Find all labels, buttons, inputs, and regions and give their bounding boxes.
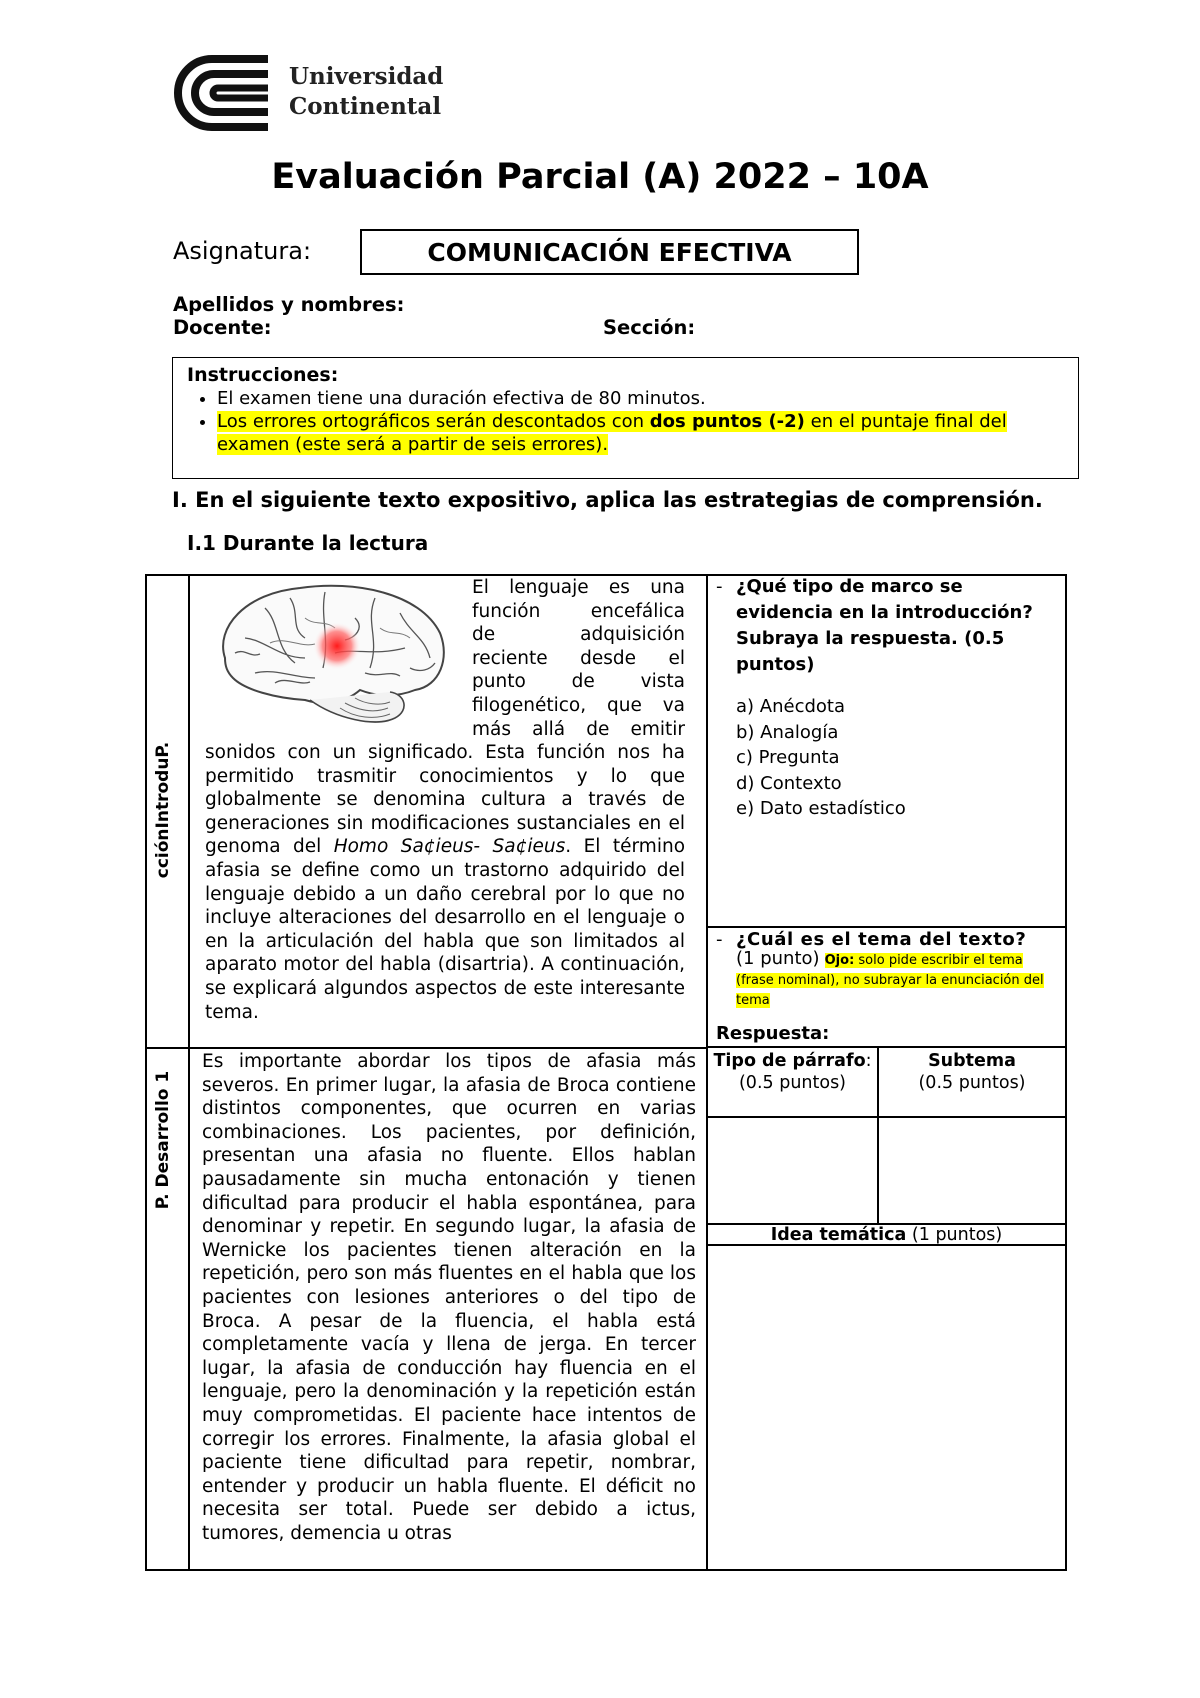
- question-2-note: (1 punto) Ojo: solo pide escribir el tema (frase nominal), no subrayar la enunciación del tema: [736, 948, 1044, 1008]
- subject-box: COMUNICACIÓN EFECTIVA: [360, 229, 859, 275]
- q1-dash: -: [716, 576, 723, 597]
- option-d[interactable]: d) Contexto: [736, 772, 842, 794]
- subsection-heading: I.1 Durante la lectura: [187, 531, 429, 555]
- names-label: Apellidos y nombres:: [173, 293, 405, 316]
- question-1: ¿Qué tipo de marco se evidencia en la introducción? Subraya la respuesta. (0.5 puntos): [736, 576, 1033, 675]
- page-title: Evaluación Parcial (A) 2022 – 10A: [271, 157, 929, 197]
- option-b[interactable]: b) Analogía: [736, 721, 839, 743]
- row-label-development: P. Desarrollo 1: [153, 1070, 173, 1210]
- option-c[interactable]: c) Pregunta: [736, 747, 840, 768]
- q2-dash: -: [716, 929, 723, 950]
- intro-paragraph-top: El lenguaje es una función encefálica de adquisición reciente desde el punto de vista filogenético, que va más allá de emitir: [472, 577, 685, 740]
- option-a[interactable]: a) Anécdota: [736, 696, 845, 717]
- question-1-options: [736, 694, 906, 822]
- row-label-introduction: cciónIntroduP.: [153, 741, 173, 879]
- teacher-label: Docente:: [173, 316, 272, 339]
- instructions-box: [172, 357, 1079, 479]
- section-label: Sección:: [603, 316, 696, 339]
- logo-mark-icon: [172, 55, 272, 131]
- university-name-line1: Universidad: [289, 63, 444, 90]
- answer-cell-subtopic[interactable]: [880, 1119, 1064, 1222]
- development-paragraph: Es importante abordar los tipos de afasia más severos. En primer lugar, la afasia de Broca contiene distintos componentes, que ocurren en varias combinaciones. Los pacientes, por definición, presentan una afasia no fluente. Ellos hablan pausadamente sin mucha entonación y tienen dificultad para producir el habla espontánea, para denominar y repetir. En segundo lugar, la afasia de Wernicke los pacientes tienen alteración en la repetición, pero son más fluentes en el habla que los pacientes con lesiones anteriores o del tipo de Broca. A pesar de la fluencia, el habla está completamente vacía y llena de jerga. En tercer lugar, la afasia de conducción hay fluencia en el lenguaje, pero la denominación y la repetición están muy comprometidas. El paciente hace intentos de corregir los errores. Finalmente, la afasia global el paciente tiene dificultad para repetir, nombrar, entender y producir un habla fluente. El déficit no necesita ser total. Puede ser debido a ictus, tumores, demencia u otras: [202, 1051, 696, 1544]
- section-heading: I. En el siguiente texto expositivo, aplica las estrategias de comprensión.: [172, 488, 1043, 512]
- instruction-item-1: • El examen tiene una duración efectiva de 80 minutos.: [217, 387, 1064, 410]
- brain-illustration: [205, 578, 452, 733]
- answer-cell-paragraph-type[interactable]: [709, 1119, 876, 1222]
- instruction-item-2: • Los errores ortográficos serán descontados con dos puntos (-2) en el puntaje final del examen (este será a partir de seis errores).: [217, 410, 1064, 456]
- intro-paragraph-body: sonidos con un significado. Esta función nos ha permitido trasmitir conocimientos y lo que globalmente se denomina cultura a través de generaciones sin modificaciones sustanciales en el genoma del Homo Sa¢ieus- Sa¢ieus. El término afasia se define como un trastorno adquirido del lenguaje debido a un daño cerebral por lo que no incluye alteraciones del desarrollo en el lenguaje o en la articulación del habla que son limitados al aparato motor del habla (disartria). A continuación, se explicará algundos aspectos de este interesante tema.: [205, 742, 686, 1023]
- col-paragraph-type: Tipo de párrafo: (0.5 puntos): [713, 1051, 872, 1093]
- university-name-line2: Continental: [289, 93, 442, 120]
- col-thematic-idea: Idea temática (1 puntos): [770, 1225, 1003, 1245]
- answer-cell-thematic-idea[interactable]: [709, 1247, 1064, 1567]
- university-logo: [172, 55, 272, 131]
- option-e[interactable]: e) Dato estadístico: [736, 798, 906, 819]
- instructions-heading: Instrucciones:: [187, 364, 339, 386]
- subject-label: Asignatura:: [173, 237, 312, 265]
- col-subtopic: Subtema (0.5 puntos): [918, 1051, 1026, 1093]
- answer-label: Respuesta:: [716, 1023, 830, 1044]
- question-2: ¿Cuál es el tema del texto?: [736, 929, 1027, 950]
